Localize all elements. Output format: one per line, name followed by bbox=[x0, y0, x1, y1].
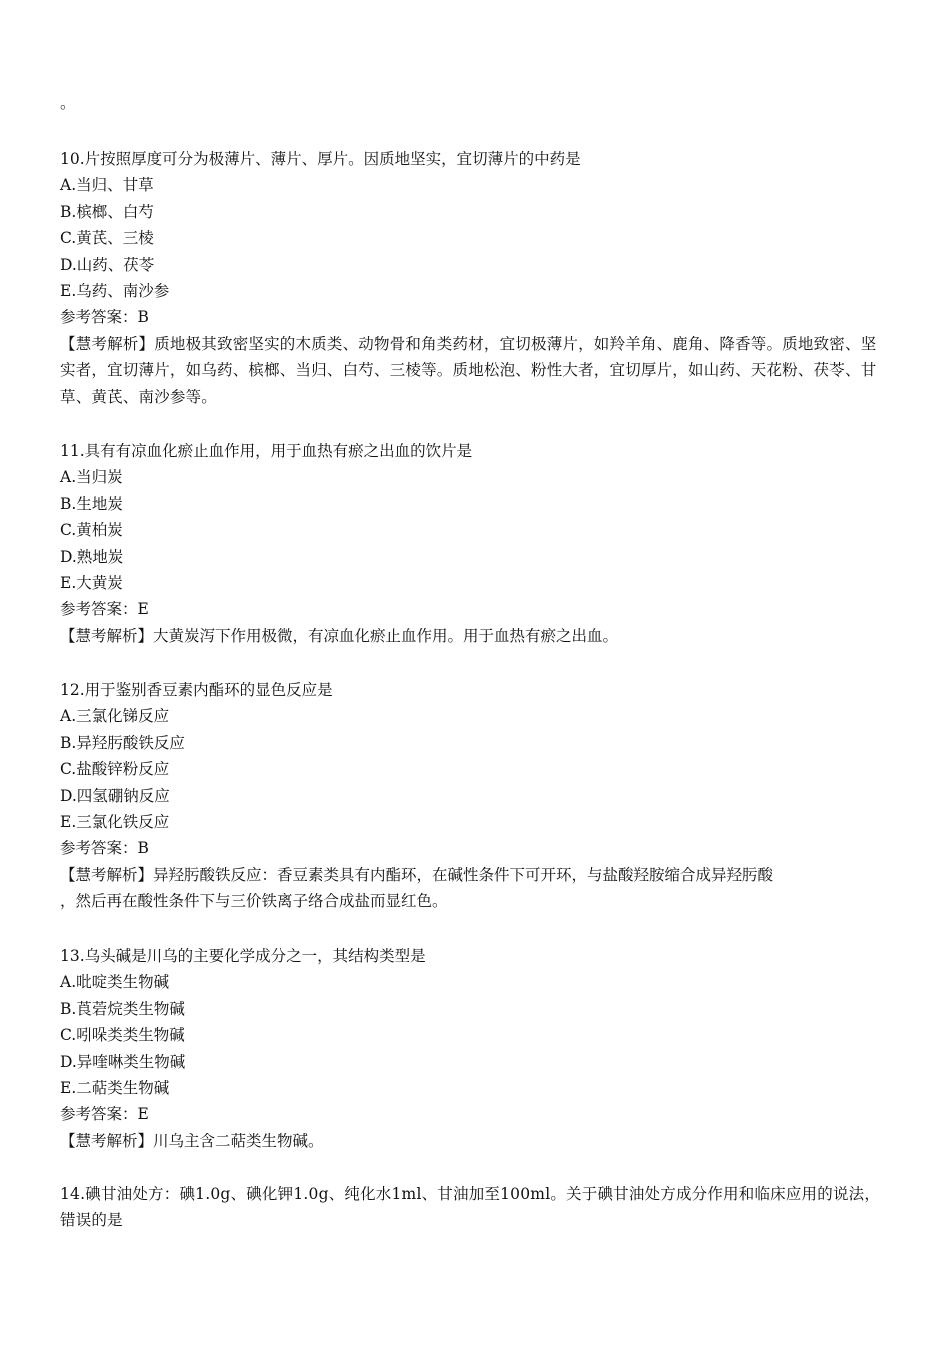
question-stem: 13.乌头碱是川乌的主要化学成分之一，其结构类型是 bbox=[60, 947, 426, 965]
option-a: A.吡啶类生物碱 bbox=[60, 973, 170, 992]
question-stem: 14.碘甘油处方：碘1.0g、碘化钾1.0g、纯化水1ml、甘油加至100ml。关于碘甘油处方成分作用和临床应用的说法，错误的是 bbox=[60, 1185, 881, 1230]
reference-answer: 参考答案：B bbox=[60, 308, 149, 327]
option-b: B.生地炭 bbox=[60, 494, 123, 513]
analysis: 【慧考解析】大黄炭泻下作用极微，有凉血化瘀止血作用。用于血热有瘀之出血。 bbox=[60, 626, 619, 645]
option-c: C.吲哚类类生物碱 bbox=[60, 1026, 185, 1045]
option-e: E.二萜类生物碱 bbox=[60, 1079, 170, 1098]
option-b: B.异羟肟酸铁反应 bbox=[60, 733, 185, 752]
question-10 bbox=[60, 146, 890, 410]
analysis-line-1: 【慧考解析】异羟肟酸铁反应：香豆素类具有内酯环，在碱性条件下可开环，与盐酸羟胺缩合成异羟肟酸 bbox=[60, 865, 774, 884]
analysis: 【慧考解析】质地极其致密坚实的木质类、动物骨和角类药材，宜切极薄片，如羚羊角、鹿角、降香等。质地致密、坚实者，宜切薄片，如乌药、槟榔、当归、白芍、三棱等。质地松泡、粉性大者，宜切厚片，如山药、天花粉、茯苓、甘草、黄芪、南沙参等。 bbox=[60, 334, 877, 406]
option-d: D.异喹啉类生物碱 bbox=[60, 1052, 186, 1071]
option-d: D.熟地炭 bbox=[60, 547, 124, 566]
option-e: E.乌药、南沙参 bbox=[60, 282, 170, 301]
option-c: C.黄柏炭 bbox=[60, 521, 123, 540]
option-a: A.当归炭 bbox=[60, 468, 123, 487]
question-14 bbox=[60, 1181, 890, 1234]
reference-answer: 参考答案：E bbox=[60, 600, 149, 619]
question-11 bbox=[60, 438, 890, 649]
option-b: B.槟榔、白芍 bbox=[60, 202, 154, 221]
reference-answer: 参考答案：E bbox=[60, 1105, 149, 1124]
option-b: B.莨菪烷类生物碱 bbox=[60, 999, 185, 1018]
question-stem: 11.具有有凉血化瘀止血作用，用于血热有瘀之出血的饮片是 bbox=[60, 442, 473, 460]
leading-fragment: 。 bbox=[60, 94, 76, 112]
option-c: C.黄芪、三棱 bbox=[60, 229, 154, 248]
option-d: D.山药、茯苓 bbox=[60, 255, 155, 274]
option-a: A.三氯化锑反应 bbox=[60, 707, 170, 726]
option-e: E.三氯化铁反应 bbox=[60, 813, 170, 832]
analysis-line-2: ，然后再在酸性条件下与三价铁离子络合成盐而显红色。 bbox=[60, 892, 448, 911]
option-d: D.四氢硼钠反应 bbox=[60, 786, 170, 805]
analysis: 【慧考解析】川乌主含二萜类生物碱。 bbox=[60, 1131, 324, 1150]
reference-answer: 参考答案：B bbox=[60, 839, 149, 858]
option-a: A.当归、甘草 bbox=[60, 176, 154, 195]
question-stem: 12.用于鉴别香豆素内酯环的显色反应是 bbox=[60, 681, 333, 699]
option-e: E.大黄炭 bbox=[60, 574, 123, 593]
question-13 bbox=[60, 943, 890, 1154]
question-stem: 10.片按照厚度可分为极薄片、薄片、厚片。因质地坚实，宜切薄片的中药是 bbox=[60, 150, 581, 168]
option-c: C.盐酸锌粉反应 bbox=[60, 760, 170, 779]
question-12 bbox=[60, 677, 890, 915]
